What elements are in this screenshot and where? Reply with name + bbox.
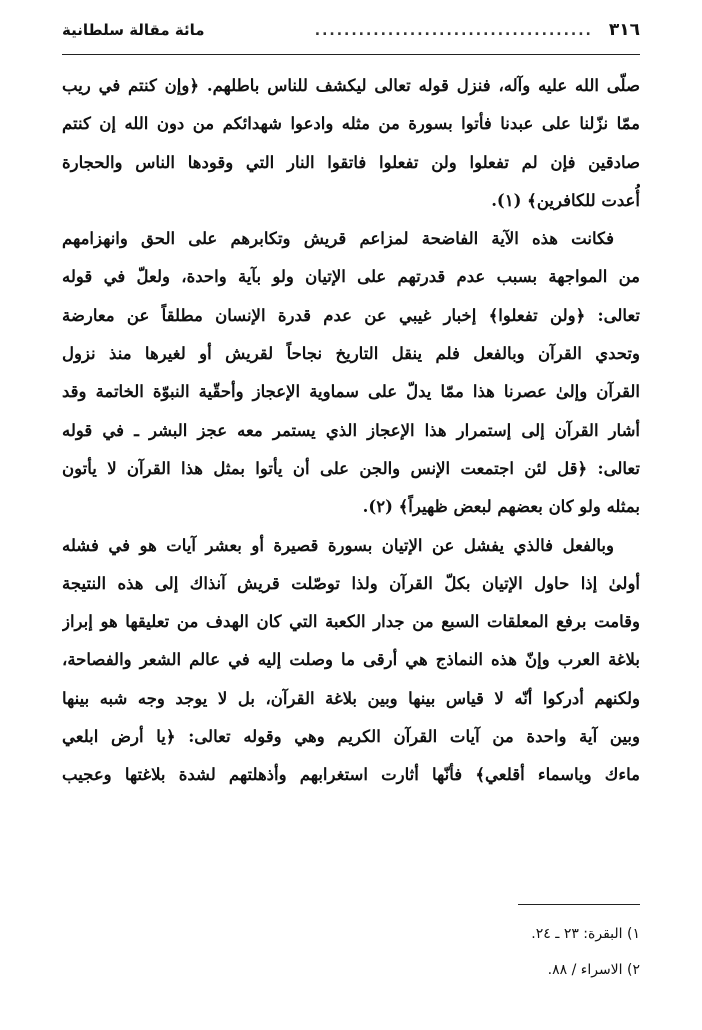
text-line: صادقين فإن لم تفعلوا ولن تفعلوا فاتقوا النار التي وقودها الناس والحجارة [62,152,640,172]
text-line: ممّا نزّلنا على عبدنا فأتوا بسورة من مثله وادعوا شهدائكم من دون الله إن كنتم [62,114,640,134]
text-line: بلاغة العرب وإنّ هذه النماذج هي أرقى ما وصلت إليه في عالم الشعر والفصاحة، [62,650,640,670]
text-line: وتحدي القرآن وبالفعل فلم ينقل التاريخ نجاحاً لقريش أو لغيرها منذ نزول [62,344,640,364]
book-title: مائة مقالة سلطانية [62,21,205,39]
text-line: ولكنهم أدركوا أنّه لا قياس بينها وبين بلاغة القرآن، بل لا يوجد وجه شبه بينها [62,688,640,708]
text-line: أشار القرآن إلى إستمرار هذا الإعجاز الذي يستمر معه عجز البشر ـ في قوله [62,420,640,440]
text-line: ماءك وياسماء أقلعي﴾ فأنّها أثارت استغرابهم وأذهلتهم لشدة بلاغتها وعجيب [62,765,640,785]
page-number: ٣١٦ [608,20,640,40]
body-text [62,67,640,795]
header-leader-dots: ...................................... [314,23,593,39]
page [62,20,640,795]
text-line: صلّى الله عليه وآله، فنزل قوله تعالى ليكشف للناس باطلهم. ﴿وإن كنتم في ريب [62,76,640,95]
text-line: وبالفعل فالذي يفشل عن الإتيان بسورة قصيرة أو بعشر آيات هو في فشله [62,535,614,555]
running-header [62,20,640,55]
footnotes [240,916,640,988]
text-line: من المواجهة بسبب عدم قدرتهم على الإتيان ولو بآية واحدة، ولعلّ في قوله [62,267,640,287]
text-line: بمثله ولو كان بعضهم لبعض ظهيراً﴾ (٢). [362,497,640,517]
text-line: القرآن وإلىٰ عصرنا هذا ممّا يدلّ على سماوية الإعجاز وأحقّية النبوّة الخاتمة وقد [62,382,640,402]
text-line: فكانت هذه الآية الفاضحة لمزاعم قريش وتكابرهم على الحق وانهزامهم [62,229,614,249]
text-line: تعالى: ﴿ولن تفعلوا﴾ إخبار غيبي عن عدم قدرة الإنسان مطلقاً عن معارضة [62,305,640,325]
footnote-separator [518,904,640,905]
footnote-1: ١) البقرة: ٢٣ ـ ٢٤. [531,926,640,942]
text-line: تعالى: ﴿قل لئن اجتمعت الإنس والجن على أن يأتوا بمثل هذا القرآن لا يأتون [62,458,640,478]
text-line: أُعدت للكافرين﴾ (١). [491,190,640,210]
text-line: وقامت برفع المعلقات السبع من جدار الكعبة التي كان الهدف من تعليقها هو إبراز [62,612,640,632]
footnote-2: ٢) الاسراء / ٨٨. [547,962,640,978]
text-line: أولىٰ إذا حاول الإتيان بكلّ القرآن ولذا توصّلت قريش آنذاك إلى هذه النتيجة [62,573,640,593]
text-line: وبين آية واحدة من آيات القرآن الكريم وهي وقوله تعالى: ﴿يا أرض ابلعي [62,727,640,747]
